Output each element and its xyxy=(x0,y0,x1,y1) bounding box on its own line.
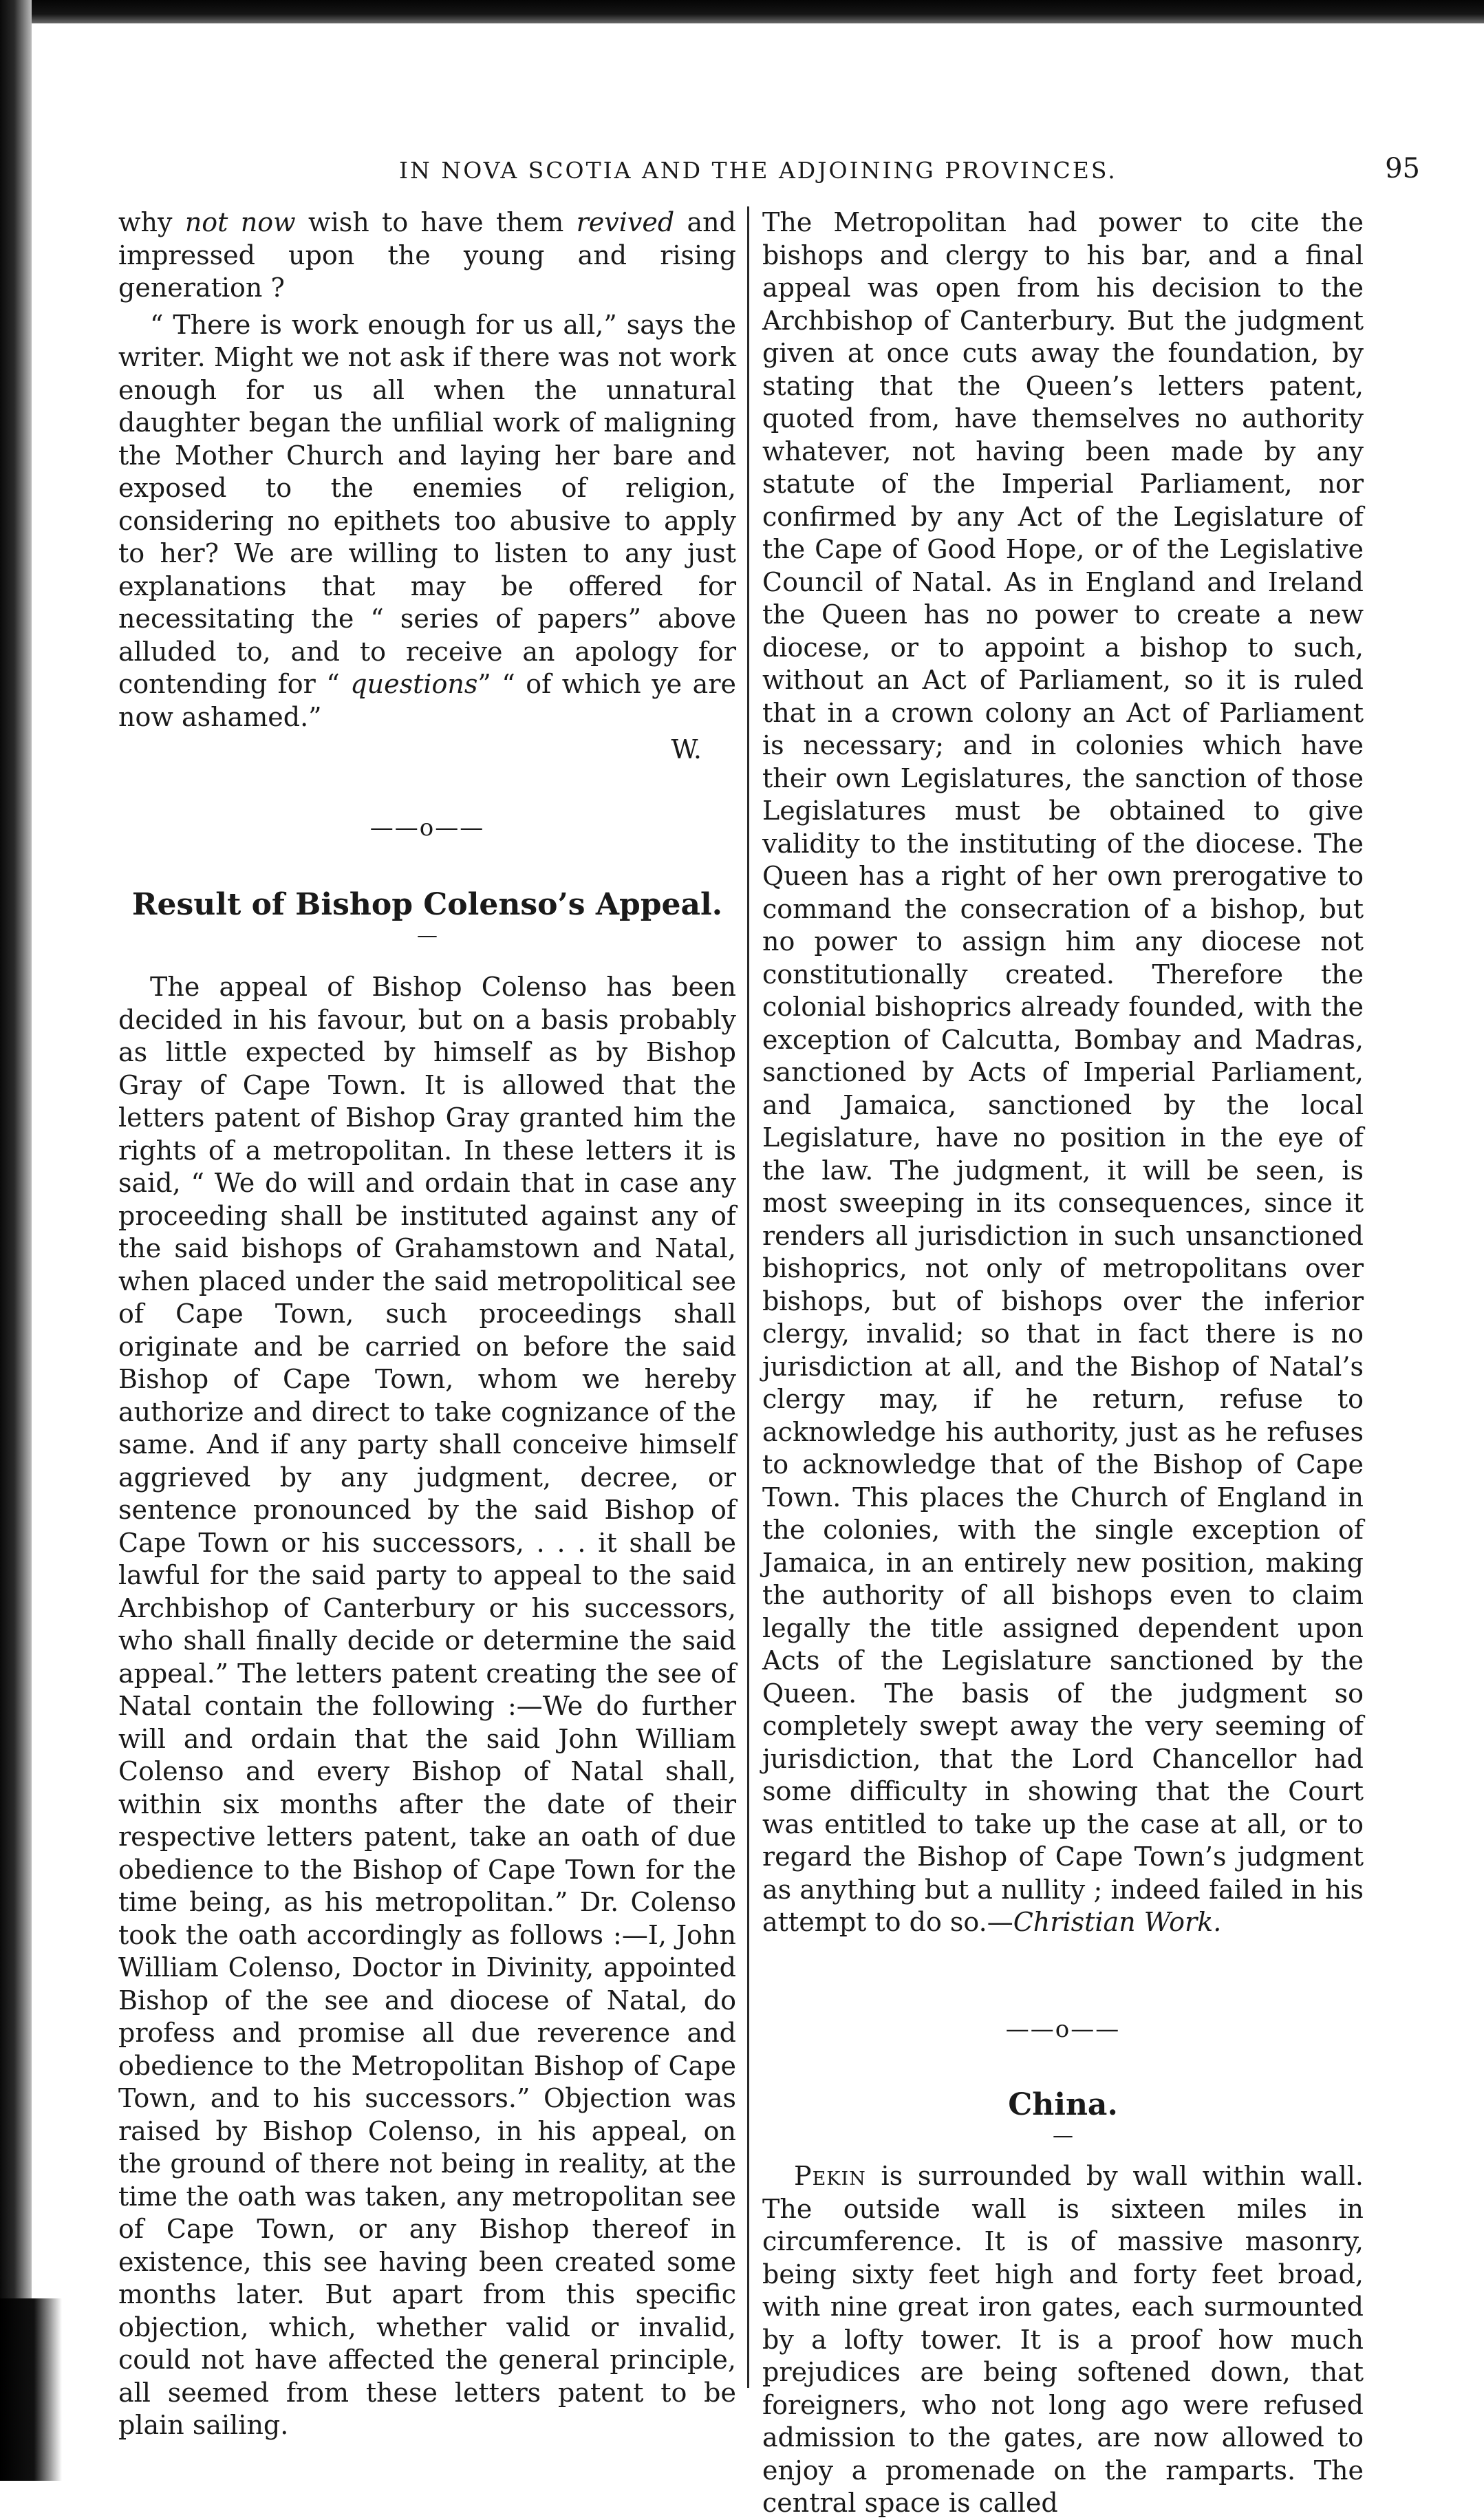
signature: W. xyxy=(671,734,702,765)
italic-text: not now xyxy=(184,207,296,237)
source-citation: Christian Work. xyxy=(1013,1907,1222,1937)
text-run: ” “ of which ye are now ashamed.” xyxy=(118,669,736,732)
title-dash: — xyxy=(417,923,438,948)
section-title: Result of Bishop Colenso’s Appeal. xyxy=(131,887,723,922)
page-number: 95 xyxy=(1385,153,1420,184)
title-dash: — xyxy=(1053,2124,1073,2148)
paragraph xyxy=(118,309,736,734)
page-edge-left-bottom xyxy=(0,2298,62,2481)
text-run: and impressed upon the young and rising generation ? xyxy=(118,207,736,303)
section-separator: ——o—— xyxy=(369,813,485,842)
section-separator: ——o—— xyxy=(1005,2015,1121,2043)
section-title: China. xyxy=(1008,2087,1118,2122)
paragraph-continuation xyxy=(118,206,736,305)
article-body: The appeal of Bishop Colenso has been decided in his favour, but on a basis probably as little expected by himself as by Bishop Gray of Cape Town. It is allowed that the letters patent of Bishop Gray granted him the rights of a metropolitan. In these letters it is said, “ We do will and ordain that in case any proceeding shall be instituted against any of the said bishops of Grahamstown and Natal, when placed under the said metropolitical see of Cape Town, such proceedings shall originate and be carried on before the said Bishop of Cape Town, whom we hereby authorize and direct to take cognizance of the same. And if any party shall conceive himself aggrieved by any judgment, decree, or sentence pronounced by the said Bishop of Cape Town or his successors, . . . it shall be lawful for the said party to appeal to the said Archbishop of Canterbury or his successors, who shall finally decide or determine the said appeal.” The letters patent creating the see of Natal contain the following :—We do further will and ordain that the said John William Colenso and every Bishop of Natal shall, within six months after the date of their respective letters patent, take an oath of due obedience to the Bishop of Cape Town for the time being, as his metropolitan.” Dr. Colenso took the oath accordingly as follows :—I, John William Colenso, Doctor in Divinity, appointed Bishop of the see and diocese of Natal, do profess and promise all due reverence and obedience to the Metropolitan Bishop of Cape Town, and to his successors.” Objection was raised by Bishop Colenso, in his appeal, on the ground of there not being in reality, at the time the oath was taken, any metropolitan see of Cape Town, or any Bishop thereof in existence, this see having been created some months later. But apart from this specific objection, which, whether valid or invalid, could not have affected the general principle, all seemed from these letters patent to be plain sailing. xyxy=(118,972,736,2440)
text-run: “ There is work enough for us all,” says the writer. Might we not ask if there was not work enough for us all when the unnatural daughter began the unfilial work of maligning the Mother Church and laying her bare and exposed to the enemies of religion, considering no epithets too abusive to apply to her? We are willing to listen to any just explanations that may be offered for necessitating the “ series of papers” above alluded to, and to receive an apology for contending for “ xyxy=(118,309,736,699)
text-run: The Metropolitan had power to cite the bishops and clergy to his bar, and a final appeal was open from his decision to the Archbishop of Canterbury. But the judgment given at once cuts away the foundation, by stating that the Queen’s letters patent, quoted from, have themselves no authority whatever, not having been made by any statute of the Imperial Parliament, nor confirmed by any Act of the Legislature of the Cape of Good Hope, or of the Legislative Council of Natal. As in England and Ireland the Queen has no power to create a new diocese, or to appoint a bishop to such, without an Act of Parliament, so it is ruled that in a crown colony an Act of Parliament is necessary; and in colonies which have their own Legislatures, the sanction of those Legislatures must be obtained to give validity to the instituting of the diocese. The Queen has a right of her own prerogative to command the consecration of a bishop, but no power to assign him any diocese not constitutionally created. Therefore the colonial bishoprics already founded, with the exception of Calcutta, Bombay and Madras, sanctioned by Acts of Imperial Parliament, and Jamaica, sanctioned by the local Legislature, have no position in the eye of the law. The judgment, it will be seen, is most sweeping in its consequences, since it renders all jurisdiction in such unsanctioned bishoprics, not only of metropolitans over bishops, but of bishops over the inferior clergy, invalid; so that in fact there is no jurisdiction at all, and the Bishop of Natal’s clergy may, if he return, refuse to acknowledge his authority, just as he refuses to acknowledge that of the Bishop of Cape Town. This places the Church of England in the colonies, with the single exception of Jamaica, in an entirely new position, making the authority of all bishops even to claim legally the title assigned dependent upon Acts of the Legislature sanctioned by the Queen. The basis of the judgment so completely swept away the very seeming of jurisdiction, that the Lord Chancellor had some difficulty in showing that the Court was entitled to take up the case at all, or to regard the Bishop of Cape Town’s judgment as anything but a nullity ; indeed failed in his attempt to do so.— xyxy=(762,207,1364,1937)
left-column xyxy=(118,206,736,2442)
article-body xyxy=(762,2160,1364,2520)
page-edge-top xyxy=(0,0,1484,23)
page-edge-left xyxy=(0,0,32,2481)
text-run: wish to have them xyxy=(295,207,577,237)
text-run: why xyxy=(118,207,185,237)
article-body-continued xyxy=(762,206,1364,1939)
text-run: is surrounded by wall within wall. The outside wall is sixteen miles in circumference. It is of massive masonry, being sixty feet high and forty feet broad, with nine great iron gates, each surmounted by a lofty tower. It is a proof how much prejudices are being softened down, that foreigners, who not long ago were refused admission to the gates, are now allowed to enjoy a promenade on the ramparts. The central space is called xyxy=(762,2161,1364,2518)
column-rule xyxy=(747,206,749,2388)
lead-word: Pekin xyxy=(794,2161,866,2191)
italic-text: revived xyxy=(576,207,675,237)
right-column xyxy=(762,206,1364,2520)
italic-text: questions xyxy=(350,669,478,699)
running-head: IN NOVA SCOTIA AND THE ADJOINING PROVINCES. xyxy=(399,157,1117,184)
